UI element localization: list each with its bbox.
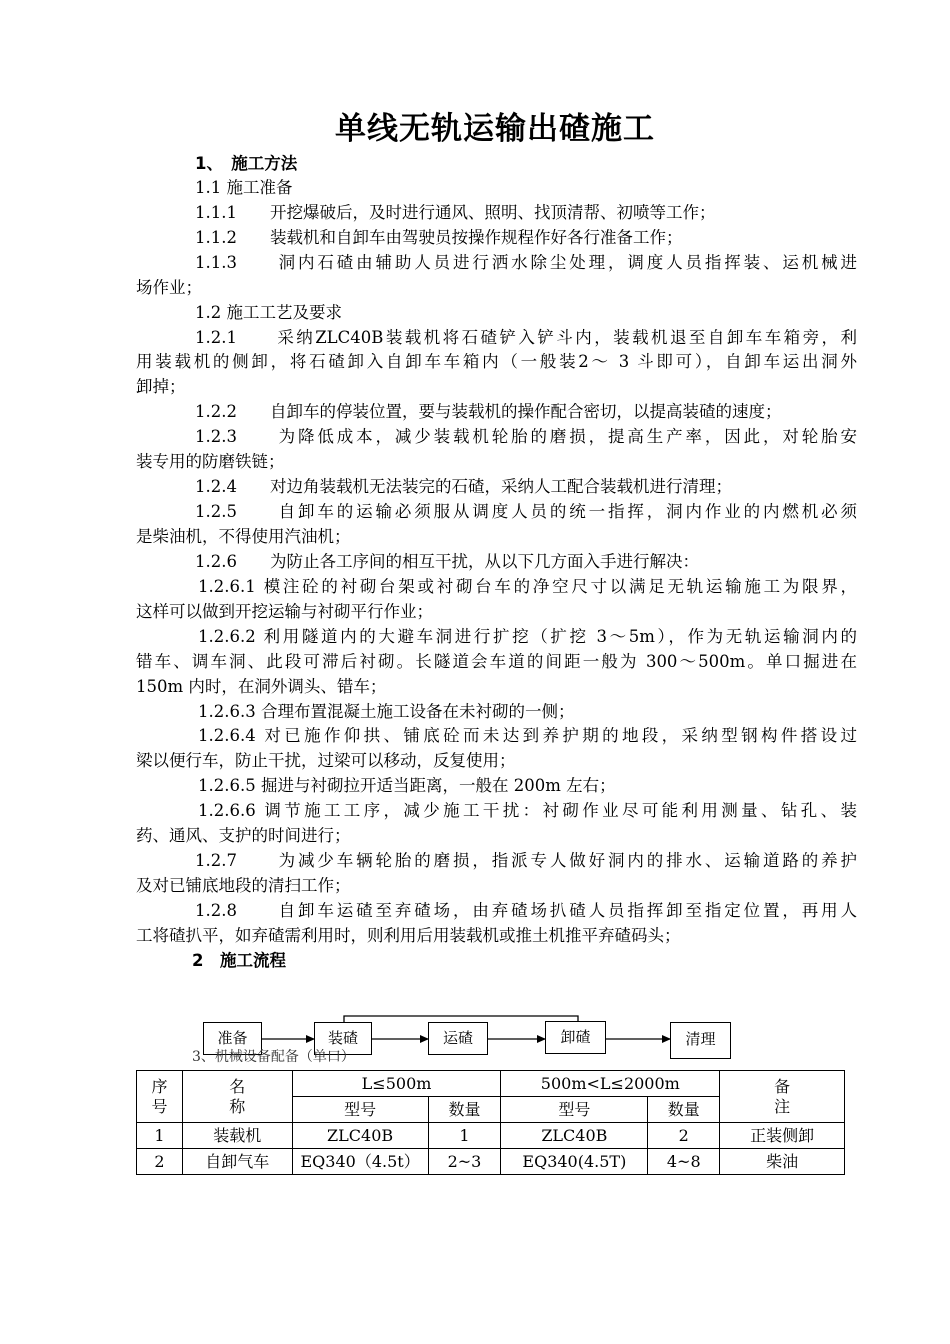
- paragraph-1-2-7-line2: 及对已铺底地段的清扫工作；: [136, 876, 351, 895]
- paragraph-1-2-6-4-line1: 1.2.6.4 对已施作仰拱、铺底砼而未达到养护期的地段，采纳型钢构件搭设过: [198, 726, 857, 745]
- cell-note: 柴油: [720, 1149, 845, 1175]
- header-model-2: 型号: [501, 1097, 648, 1123]
- paragraph-1-2-3-line2: 装专用的防磨铁链；: [136, 452, 285, 471]
- paragraph-1-2-6-2-line3: 150m 内时，在洞外调头、错车；: [136, 677, 387, 696]
- header-name-line1: 名: [229, 1076, 246, 1096]
- paragraph-1-2-5-line2: 是柴油机，不得使用汽油机；: [136, 527, 351, 546]
- paragraph-1-2-1-line3: 卸掉；: [136, 377, 186, 396]
- paragraph-1-2-8-line1: 1.2.8 自卸车运碴至弃碴场，由弃碴场扒碴人员指挥卸至指定位置，再用人: [195, 901, 857, 920]
- heading-1-1: 1.1 施工准备: [195, 178, 293, 197]
- header-note: [720, 1071, 845, 1123]
- cell-note: 正装侧卸: [720, 1123, 845, 1149]
- paragraph-1-2-6-6-line1: 1.2.6.6 调节施工工序，减少施工干扰：衬砌作业尽可能利用测量、钻孔、装: [198, 801, 857, 820]
- equipment-table-title: 3、机械设备配备（单口）: [192, 1049, 355, 1065]
- heading-construction-method: 1、 施工方法: [195, 154, 298, 173]
- header-range-short: L≤500m: [292, 1071, 501, 1097]
- flow-step-prepare: 准备: [203, 1022, 262, 1055]
- paragraph-1-2-6-6-line2: 药、通风、支护的时间进行；: [136, 826, 351, 845]
- cell-qty1: 1: [428, 1123, 501, 1149]
- paragraph-1-2-6-1-line1: 1.2.6.1 模注砼的衬砌台架或衬砌台车的净空尺寸以满足无轨运输施工为限界，: [198, 577, 857, 596]
- heading-construction-flow: 2 施工流程: [192, 951, 286, 970]
- paragraph-1-2-5-line1: 1.2.5 自卸车的运输必须服从调度人员的统一指挥，洞内作业的内燃机必须: [195, 502, 857, 521]
- table-row: [137, 1123, 845, 1149]
- equipment-table: [136, 1070, 845, 1175]
- header-seq-line1: 序: [151, 1076, 168, 1096]
- paragraph-1-2-3-line1: 1.2.3 为降低成本，减少装载机轮胎的磨损，提高生产率，因此，对轮胎安: [195, 427, 857, 446]
- paragraph-1-1-1: 1.1.1 开挖爆破后，及时进行通风、照明、找顶清帮、初喷等工作；: [195, 203, 716, 222]
- paragraph-1-2-7-line1: 1.2.7 为减少车辆轮胎的磨损，指派专人做好洞内的排水、运输道路的养护: [195, 851, 857, 870]
- paragraph-1-2-6-3: 1.2.6.3 合理布置混凝土施工设备在未衬砌的一侧；: [198, 702, 575, 721]
- header-note-line2: 注: [774, 1096, 791, 1116]
- cell-model2: EQ340(4.5T): [501, 1149, 648, 1175]
- header-name: [182, 1071, 292, 1123]
- paragraph-1-2-1-line2: 用装载机的侧卸，将石碴卸入自卸车车箱内（一般装2～ 3 斗即可），自卸车运出洞外: [136, 352, 857, 371]
- flow-step-unloading: 卸碴: [545, 1021, 606, 1054]
- document-title: 单线无轨运输出碴施工: [335, 111, 655, 147]
- cell-qty1: 2~3: [428, 1149, 501, 1175]
- paragraph-1-2-1-line1: 1.2.1 采纳ZLC40B装载机将石碴铲入铲斗内，装载机退至自卸车车箱旁，利: [195, 328, 857, 347]
- flow-step-transport: 运碴: [428, 1022, 488, 1055]
- table-row: [137, 1149, 845, 1175]
- flow-step-cleanup: 清理: [670, 1022, 731, 1059]
- paragraph-1-2-4: 1.2.4 对边角装载机无法装完的石碴，采纳人工配合装载机进行清理；: [195, 477, 732, 496]
- header-qty-1: 数量: [428, 1097, 501, 1123]
- paragraph-1-2-2: 1.2.2 自卸车的停装位置，要与装载机的操作配合密切，以提高装碴的速度；: [195, 402, 782, 421]
- flow-step-loading: 装碴: [314, 1022, 372, 1055]
- cell-seq: 2: [137, 1149, 183, 1175]
- header-name-line2: 称: [229, 1096, 246, 1116]
- heading-1-2: 1.2 施工工艺及要求: [195, 303, 342, 322]
- header-seq-line2: 号: [151, 1096, 168, 1116]
- paragraph-1-2-6-4-line2: 梁以便行车，防止干扰，过梁可以移动，反复使用；: [136, 751, 516, 770]
- cell-model2: ZLC40B: [501, 1123, 648, 1149]
- cell-seq: 1: [137, 1123, 183, 1149]
- paragraph-1-2-6: 1.2.6 为防止各工序间的相互干扰，从以下几方面入手进行解决：: [195, 552, 699, 571]
- cell-model1: ZLC40B: [292, 1123, 428, 1149]
- header-model-1: 型号: [292, 1097, 428, 1123]
- paragraph-1-1-2: 1.1.2 装载机和自卸车由驾驶员按操作规程作好各行准备工作；: [195, 228, 683, 247]
- table-header-row: [137, 1071, 845, 1097]
- header-note-line1: 备: [774, 1076, 791, 1096]
- cell-model1: EQ340（4.5t）: [292, 1149, 428, 1175]
- header-range-long: 500m<L≤2000m: [501, 1071, 720, 1097]
- paragraph-1-2-6-5: 1.2.6.5 掘进与衬砌拉开适当距离，一般在 200m 左右；: [198, 776, 616, 795]
- paragraph-1-2-6-2-line1: 1.2.6.2 利用隧道内的大避车洞进行扩挖（扩挖 3～5m），作为无轨运输洞内的: [198, 627, 857, 646]
- header-seq: [137, 1071, 183, 1123]
- paragraph-1-2-6-2-line2: 错车、调车洞、此段可滞后衬砌。长隧道会车道的间距一般为 300～500m。单口掘进在: [136, 652, 857, 671]
- cell-name: 自卸气车: [182, 1149, 292, 1175]
- paragraph-1-2-8-line2: 工将碴扒平，如弃碴需利用时，则利用后用装载机或推土机推平弃碴码头；: [136, 926, 681, 945]
- paragraph-1-1-3-line1: 1.1.3 洞内石碴由辅助人员进行洒水除尘处理，调度人员指挥装、运机械进: [195, 253, 857, 272]
- paragraph-1-2-6-1-line2: 这样可以做到开挖运输与衬砌平行作业；: [136, 602, 433, 621]
- cell-qty2: 4~8: [648, 1149, 720, 1175]
- cell-name: 装载机: [182, 1123, 292, 1149]
- paragraph-1-1-3-line2: 场作业；: [136, 278, 202, 297]
- cell-qty2: 2: [648, 1123, 720, 1149]
- header-qty-2: 数量: [648, 1097, 720, 1123]
